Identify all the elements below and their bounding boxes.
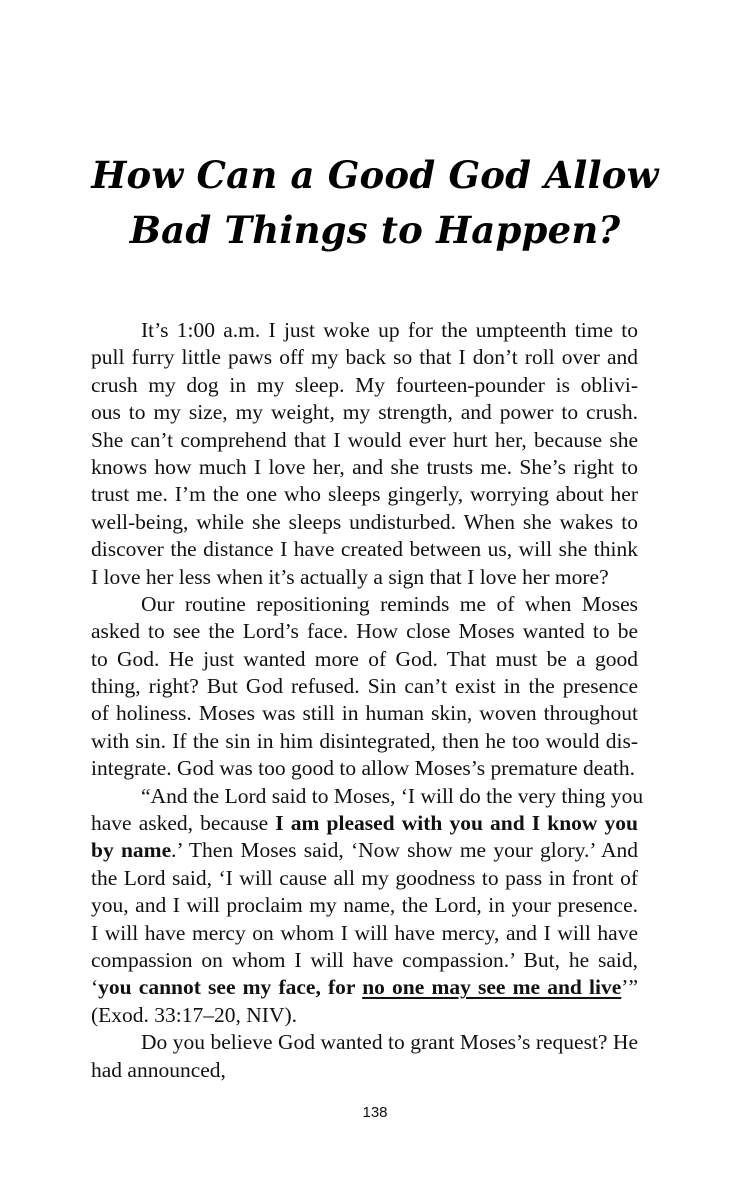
text-segment: “And the Lord said to Moses, ‘I will do the very thing you — [141, 783, 644, 808]
text-segment: She can’t comprehend that I would ever hurt her, because she — [91, 427, 638, 452]
bold-emphasis: by name — [91, 838, 172, 863]
body-text — [91, 317, 644, 1084]
text-segment: crush my dog in my sleep. My fourteen-pounder is oblivi- — [91, 372, 638, 397]
text-segment: asked to see the Lord’s face. How close Moses wanted to be — [91, 619, 638, 644]
text-segment: Our routine repositioning reminds me of when Moses — [141, 591, 638, 616]
text-segment: ‘ — [91, 975, 99, 1000]
text-line — [91, 1002, 638, 1029]
bold-emphasis: I am pleased with you and I know you — [275, 811, 639, 836]
chapter-title-line: Bad Things to Happen? — [129, 208, 621, 252]
text-segment: It’s 1:00 a.m. I just woke up for the umpteenth time to — [141, 318, 638, 342]
text-line — [91, 618, 638, 645]
text-line — [91, 892, 638, 919]
text-line — [91, 646, 638, 673]
paragraph-first-line — [91, 783, 644, 810]
text-segment: I will have mercy on whom I will have mercy, and I will have — [91, 920, 638, 945]
text-line — [91, 755, 638, 782]
text-line — [91, 427, 638, 454]
text-segment: Do you believe God wanted to grant Moses’s request? He — [141, 1030, 638, 1055]
text-line — [91, 700, 638, 727]
text-segment: well-being, while she sleeps undisturbed. When she wakes to — [91, 509, 638, 534]
text-segment: pull furry little paws off my back so that I don’t roll over and — [91, 345, 638, 370]
text-line — [91, 673, 638, 700]
text-line — [91, 837, 638, 864]
text-line — [91, 1057, 638, 1084]
text-line — [91, 536, 638, 563]
text-segment: I love her less when it’s actually a sign that I love her more? — [91, 564, 609, 589]
text-line — [91, 728, 638, 755]
text-segment: integrate. God was too good to allow Moses’s premature death. — [91, 756, 635, 781]
text-segment: of holiness. Moses was still in human skin, woven throughout — [91, 701, 638, 726]
paragraph-first-line — [91, 317, 638, 344]
text-line — [91, 454, 638, 481]
text-segment: knows how much I love her, and she trusts me. She’s right to — [91, 454, 638, 479]
text-line — [91, 344, 638, 371]
text-line — [91, 372, 638, 399]
text-segment: .’ Then Moses said, ‘Now show me your glory.’ And — [171, 838, 638, 863]
text-segment: thing, right? But God refused. Sin can’t exist in the presence — [91, 674, 638, 699]
text-line — [91, 399, 638, 426]
text-line — [91, 810, 638, 837]
chapter-title — [0, 148, 750, 258]
text-segment: (Exod. 33:17–20, NIV). — [91, 1002, 298, 1027]
text-segment: discover the distance I have created between us, will she think — [91, 537, 638, 562]
text-line — [91, 974, 638, 1001]
page-number: 138 — [362, 1104, 388, 1121]
text-segment: had announced, — [91, 1057, 226, 1082]
text-line — [91, 865, 638, 892]
text-segment: to God. He just wanted more of God. That must be a good — [91, 646, 638, 671]
text-segment: the Lord said, ‘I will cause all my goodness to pass in front of — [91, 865, 638, 890]
text-segment: with sin. If the sin in him disintegrated, then he too would dis- — [91, 728, 638, 753]
text-line — [91, 481, 638, 508]
text-segment: have asked, because — [91, 811, 276, 836]
text-segment: you, and I will proclaim my name, the Lord, in your presence. — [91, 893, 638, 918]
text-line — [91, 564, 638, 591]
paragraph-first-line — [91, 1029, 638, 1056]
chapter-title-line: How Can a Good God Allow — [91, 153, 659, 197]
paragraph-first-line — [91, 591, 638, 618]
bold-underlined-emphasis: no one may see me and live — [362, 975, 622, 1000]
text-segment: trust me. I’m the one who sleeps gingerly, worrying about her — [91, 482, 638, 507]
text-segment: ous to my size, my weight, my strength, and power to crush. — [91, 400, 638, 425]
text-line — [91, 920, 638, 947]
bold-emphasis: you cannot see my face, for — [98, 975, 363, 1000]
text-segment: ’” — [621, 975, 638, 1000]
text-segment: compassion on whom I will have compassion.’ But, he said, — [91, 947, 638, 972]
text-line — [91, 509, 638, 536]
text-line — [91, 947, 638, 974]
